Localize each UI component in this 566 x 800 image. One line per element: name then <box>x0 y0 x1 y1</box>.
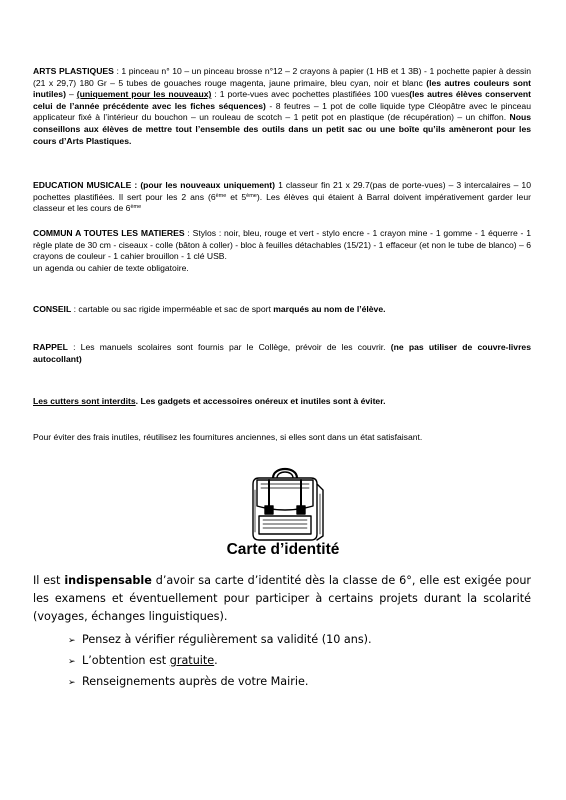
education-musicale-section <box>33 180 531 215</box>
arts-bold-1: (les autres couleurs sont inutiles) <box>33 77 531 100</box>
arts-plastiques-heading: ARTS PLASTIQUES <box>33 66 114 76</box>
musique-bold-1: : (pour les nouveaux uniquement) <box>131 180 276 190</box>
carte-bullet-1 <box>68 630 528 651</box>
rappel-heading: RAPPEL <box>33 342 68 352</box>
arrow-bullet-icon: ➢ <box>68 657 76 667</box>
musique-text-1: 1 classeur fin 21 x 29.7(pas de porte-vues) – 3 intercalaires – 10 pochettes plastifiées. Il sert pour les 2 ans (6 <box>33 180 531 202</box>
education-musicale-heading: EDUCATION MUSICALE <box>33 180 132 190</box>
commun-text-2: un agenda ou cahier de texte obligatoire. <box>33 262 189 273</box>
arts-text-3: : 1 porte-vues avec pochettes plastifiées 100 vues <box>211 89 410 100</box>
carte-bullet-2-text-b: . <box>214 654 218 667</box>
carte-text-1: Il est <box>33 574 65 587</box>
carte-bullet-2 <box>68 651 528 672</box>
musique-text-2: et 5 <box>226 191 247 202</box>
conseil-bold-1: marqués au nom de l’élève. <box>273 304 386 314</box>
arrow-bullet-icon: ➢ <box>68 678 76 688</box>
carte-indispensable: indispensable <box>64 574 152 587</box>
arts-text-1: : 1 pinceau n° 10 – un pinceau brosse n°12 – 2 crayons à papier (1 HB et 1 3B) - 1 pochette papier à dessin (21 x 29,7) 180 Gr – 5 tubes de gouaches rouge magenta, jaune primaire, bleu cyan, noir et blanc <box>33 66 531 88</box>
commun-section <box>33 228 531 274</box>
conseil-text-1: : cartable ou sac rigide imperméable et sac de sport <box>71 304 274 314</box>
carte-bullet-1-text: Pensez à vérifier régulièrement sa validité (10 ans). <box>82 633 372 646</box>
carte-identite-title: Carte d’identité <box>226 541 340 558</box>
arrow-bullet-icon: ➢ <box>68 636 76 646</box>
rappel-bold-1: (ne pas utiliser de couvre-livres autocollant) <box>33 342 531 364</box>
carte-bullet-3 <box>68 672 528 693</box>
conseil-heading: CONSEIL <box>33 304 72 314</box>
arts-bold-3: (les autres élèves conservent celui de l’année précédente avec les fiches séquences) <box>33 89 532 111</box>
cutters-section <box>33 396 531 408</box>
arts-text-2: – <box>65 89 77 100</box>
carte-text-2: d’avoir sa carte d’identité dès la classe de 6°, elle est exigée pour les examens et éventuellement pour participer à certains projets durant la scolarité (voyages, échanges linguistiques). <box>33 574 532 623</box>
musique-sup-3: ème <box>130 204 142 211</box>
carte-bullet-list <box>68 630 528 693</box>
arts-text-4: - 8 feutres – 1 pot de colle liquide type Cléopâtre avec le pinceau applicateur fixé à l’intérieur du bouchon – un rouleau de scotch – 1 petit pot en plastique (de récupération) – un chiffon. <box>33 100 531 123</box>
conseil-section <box>33 304 531 316</box>
cutters-heading: Les cutters sont interdits <box>33 396 136 406</box>
arts-plastiques-section <box>33 66 531 147</box>
carte-bullet-2-text-a: L’obtention est <box>82 654 170 667</box>
frais-note: Pour éviter des frais inutiles, réutilisez les fournitures anciennes, si elles sont dans un état satisfaisant. <box>33 432 423 442</box>
carte-identite-paragraph <box>33 572 531 626</box>
arts-advice: Nous conseillons aux élèves de mettre tout l’ensemble des outils dans un petit sac ou une boîte qu’ils amèneront pour les cours d’Arts Plastiques. <box>33 112 531 146</box>
musique-text-3: ). Les élèves qui étaient à Barral doivent impérativement garder leur classeur et les cours de 6 <box>33 191 531 214</box>
musique-sup-2: ème <box>246 192 257 199</box>
carte-bullet-3-text: Renseignements auprès de votre Mairie. <box>82 675 309 688</box>
cutters-bold-1: . Les gadgets et accessoires onéreux et inutiles sont à éviter. <box>135 396 386 406</box>
rappel-text-1: : Les manuels scolaires sont fournis par le Collège, prévoir de les couvrir. <box>67 342 391 352</box>
commun-text-1: : Stylos : noir, bleu, rouge et vert - stylo encre - 1 crayon mine - 1 gomme - 1 équerre - 1 règle plate de 30 cm - ciseaux - colle (bâton à coller) - bloc à feuilles détachables (15/21) - 1 effaceur (et non le tube de blanco) – 6 crayons de couleur - 1 cahier brouillon - 1 clé USB. <box>33 228 532 262</box>
rappel-section <box>33 342 531 365</box>
school-bag-icon <box>243 460 327 544</box>
musique-sup-1: ème <box>215 192 227 199</box>
commun-heading: COMMUN A TOUTES LES MATIERES <box>33 228 185 238</box>
carte-bullet-2-gratuite: gratuite <box>169 654 215 667</box>
arts-bold-2: (uniquement pour les nouveaux) <box>76 89 212 100</box>
